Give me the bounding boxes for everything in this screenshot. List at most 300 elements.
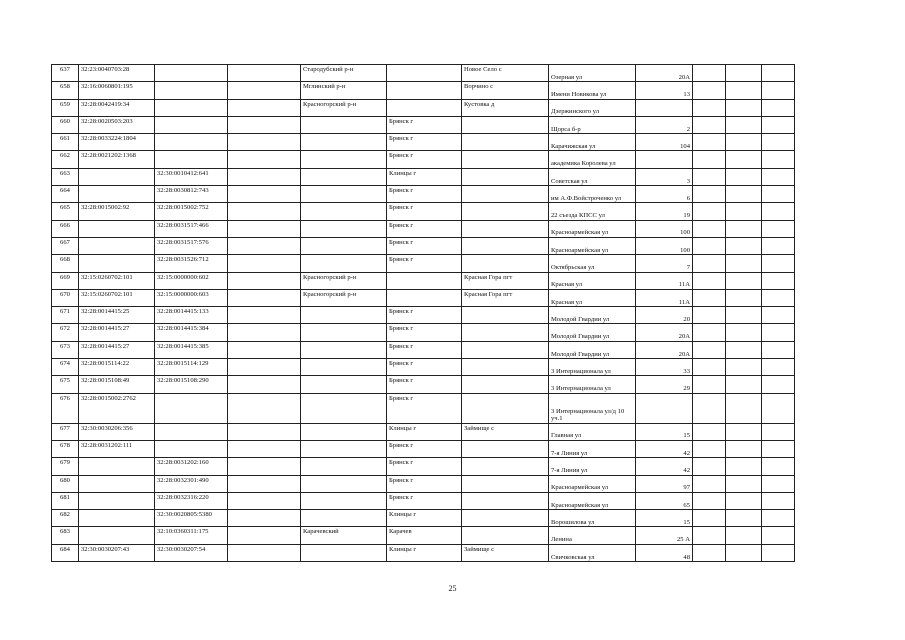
extra-number xyxy=(228,116,301,133)
extra-number xyxy=(228,134,301,151)
street-cell: Ворошилова ул xyxy=(549,510,636,527)
table-row xyxy=(52,458,795,475)
empty-cell xyxy=(693,203,726,220)
settlement-cell: Займище с xyxy=(462,423,549,440)
cadastral-number: 32:15:0260702:101 xyxy=(79,289,155,306)
row-number: 684 xyxy=(52,544,79,561)
empty-cell xyxy=(693,324,726,341)
district-cell xyxy=(301,134,387,151)
cadastral-number: 32:23:0040703:28 xyxy=(79,65,155,82)
table-row xyxy=(52,376,795,393)
extra-number xyxy=(228,359,301,376)
cadastral-number: 32:28:0042419:34 xyxy=(79,99,155,116)
empty-cell xyxy=(762,341,795,358)
settlement-cell xyxy=(462,203,549,220)
house-cell xyxy=(636,393,693,423)
house-cell: 20А xyxy=(636,324,693,341)
city-cell: Брянск г xyxy=(387,186,462,203)
empty-cell xyxy=(762,359,795,376)
empty-cell xyxy=(762,168,795,185)
house-cell: 104 xyxy=(636,134,693,151)
street-cell: Молодой Гвардии ул xyxy=(549,307,636,324)
object-cadastral-number: 32:10:0360311:175 xyxy=(155,527,228,544)
object-cadastral-number xyxy=(155,99,228,116)
empty-cell xyxy=(693,134,726,151)
house-cell: 20 xyxy=(636,307,693,324)
empty-cell xyxy=(762,475,795,492)
empty-cell xyxy=(762,186,795,203)
empty-cell xyxy=(762,393,795,423)
row-number: 682 xyxy=(52,510,79,527)
object-cadastral-number: 32:28:0032316:220 xyxy=(155,492,228,509)
empty-cell xyxy=(693,475,726,492)
city-cell: Брянск г xyxy=(387,440,462,457)
row-number: 671 xyxy=(52,307,79,324)
city-cell: Клинцы г xyxy=(387,423,462,440)
empty-cell xyxy=(693,82,726,99)
object-cadastral-number xyxy=(155,82,228,99)
empty-cell xyxy=(762,99,795,116)
extra-number xyxy=(228,393,301,423)
street-cell: Красная ул xyxy=(549,272,636,289)
cadastral-number: 32:28:0031202:111 xyxy=(79,440,155,457)
empty-cell xyxy=(726,255,762,272)
table-row xyxy=(52,65,795,82)
empty-cell xyxy=(762,134,795,151)
settlement-cell xyxy=(462,151,549,168)
table-row xyxy=(52,203,795,220)
cadastral-number: 32:28:0015114:22 xyxy=(79,359,155,376)
object-cadastral-number: 32:28:0031517:466 xyxy=(155,220,228,237)
district-cell xyxy=(301,186,387,203)
street-cell: Озерная ул xyxy=(549,65,636,82)
settlement-cell: Новое Село с xyxy=(462,65,549,82)
city-cell: Карачев xyxy=(387,527,462,544)
object-cadastral-number: 32:30:0030207:54 xyxy=(155,544,228,561)
empty-cell xyxy=(693,255,726,272)
empty-cell xyxy=(693,289,726,306)
extra-number xyxy=(228,255,301,272)
row-number: 674 xyxy=(52,359,79,376)
city-cell: Брянск г xyxy=(387,134,462,151)
empty-cell xyxy=(762,289,795,306)
extra-number xyxy=(228,272,301,289)
row-number: 666 xyxy=(52,220,79,237)
empty-cell xyxy=(762,220,795,237)
empty-cell xyxy=(693,151,726,168)
house-cell: 20А xyxy=(636,65,693,82)
settlement-cell: Ворчино с xyxy=(462,82,549,99)
house-cell: 97 xyxy=(636,475,693,492)
object-cadastral-number xyxy=(155,116,228,133)
object-cadastral-number: 32:28:0015114:129 xyxy=(155,359,228,376)
empty-cell xyxy=(693,376,726,393)
object-cadastral-number: 32:28:0031517:576 xyxy=(155,237,228,254)
district-cell xyxy=(301,492,387,509)
city-cell: Брянск г xyxy=(387,151,462,168)
table-row xyxy=(52,220,795,237)
city-cell xyxy=(387,82,462,99)
settlement-cell xyxy=(462,307,549,324)
cadastral-number: 32:28:0020503:203 xyxy=(79,116,155,133)
settlement-cell xyxy=(462,376,549,393)
table-row xyxy=(52,272,795,289)
empty-cell xyxy=(762,151,795,168)
settlement-cell xyxy=(462,510,549,527)
object-cadastral-number xyxy=(155,423,228,440)
house-cell: 100 xyxy=(636,220,693,237)
city-cell: Брянск г xyxy=(387,393,462,423)
house-cell xyxy=(636,151,693,168)
house-cell: 13 xyxy=(636,82,693,99)
settlement-cell xyxy=(462,527,549,544)
house-cell: 65 xyxy=(636,492,693,509)
cadastral-number xyxy=(79,492,155,509)
object-cadastral-number: 32:28:0015108:290 xyxy=(155,376,228,393)
cadastral-number: 32:30:0030206:356 xyxy=(79,423,155,440)
row-number: 637 xyxy=(52,65,79,82)
table-row xyxy=(52,116,795,133)
row-number: 677 xyxy=(52,423,79,440)
empty-cell xyxy=(693,393,726,423)
house-cell: 7 xyxy=(636,255,693,272)
empty-cell xyxy=(693,186,726,203)
cadastral-number: 32:28:0015002:2762 xyxy=(79,393,155,423)
city-cell xyxy=(387,65,462,82)
district-cell xyxy=(301,510,387,527)
district-cell xyxy=(301,116,387,133)
house-cell: 48 xyxy=(636,544,693,561)
table-row xyxy=(52,510,795,527)
cadastral-number: 32:28:0014415:27 xyxy=(79,341,155,358)
table-row xyxy=(52,151,795,168)
empty-cell xyxy=(762,203,795,220)
table-row xyxy=(52,307,795,324)
cadastral-number: 32:28:0033224:1804 xyxy=(79,134,155,151)
object-cadastral-number: 32:28:0014415:385 xyxy=(155,341,228,358)
street-cell: академика Королева ул xyxy=(549,151,636,168)
district-cell xyxy=(301,359,387,376)
district-cell: Красногорский р-н xyxy=(301,272,387,289)
object-cadastral-number: 32:15:0000000:603 xyxy=(155,289,228,306)
object-cadastral-number xyxy=(155,393,228,423)
district-cell xyxy=(301,376,387,393)
table-row xyxy=(52,99,795,116)
street-cell: 22 съезда КПСС ул xyxy=(549,203,636,220)
empty-cell xyxy=(693,272,726,289)
street-cell: Свичковская ул xyxy=(549,544,636,561)
empty-cell xyxy=(693,237,726,254)
settlement-cell xyxy=(462,440,549,457)
settlement-cell: Красная Гора пгт xyxy=(462,289,549,306)
district-cell xyxy=(301,203,387,220)
cadastral-number xyxy=(79,168,155,185)
city-cell: Клинцы г xyxy=(387,544,462,561)
street-cell: 3 Интернационала ул xyxy=(549,359,636,376)
empty-cell xyxy=(726,458,762,475)
table-row xyxy=(52,359,795,376)
extra-number xyxy=(228,492,301,509)
object-cadastral-number: 32:15:0000000:602 xyxy=(155,272,228,289)
extra-number xyxy=(228,99,301,116)
city-cell xyxy=(387,289,462,306)
empty-cell xyxy=(693,544,726,561)
cadastral-number xyxy=(79,527,155,544)
row-number: 663 xyxy=(52,168,79,185)
empty-cell xyxy=(693,423,726,440)
street-cell: им А.Ф.Войстроченко ул xyxy=(549,186,636,203)
row-number: 659 xyxy=(52,99,79,116)
house-cell: 100 xyxy=(636,237,693,254)
table-row xyxy=(52,423,795,440)
object-cadastral-number xyxy=(155,151,228,168)
object-cadastral-number: 32:28:0015002:752 xyxy=(155,203,228,220)
street-cell: Красноармейская ул xyxy=(549,492,636,509)
empty-cell xyxy=(693,341,726,358)
empty-cell xyxy=(693,440,726,457)
street-cell: Главная ул xyxy=(549,423,636,440)
settlement-cell xyxy=(462,458,549,475)
object-cadastral-number: 32:28:0032301:490 xyxy=(155,475,228,492)
empty-cell xyxy=(762,544,795,561)
district-cell xyxy=(301,307,387,324)
table-row xyxy=(52,186,795,203)
empty-cell xyxy=(693,65,726,82)
empty-cell xyxy=(726,220,762,237)
empty-cell xyxy=(762,324,795,341)
settlement-cell xyxy=(462,255,549,272)
cadastral-number: 32:28:0015108:49 xyxy=(79,376,155,393)
empty-cell xyxy=(726,440,762,457)
district-cell: Карачевский xyxy=(301,527,387,544)
street-cell: Красная ул xyxy=(549,289,636,306)
row-number: 660 xyxy=(52,116,79,133)
extra-number xyxy=(228,341,301,358)
street-cell: Дзержинского ул xyxy=(549,99,636,116)
settlement-cell: Займище с xyxy=(462,544,549,561)
city-cell: Брянск г xyxy=(387,376,462,393)
empty-cell xyxy=(726,272,762,289)
empty-cell xyxy=(726,393,762,423)
table-row xyxy=(52,527,795,544)
cadastral-number xyxy=(79,510,155,527)
table-body xyxy=(52,65,795,562)
district-cell xyxy=(301,151,387,168)
row-number: 681 xyxy=(52,492,79,509)
row-number: 680 xyxy=(52,475,79,492)
object-cadastral-number xyxy=(155,65,228,82)
row-number: 673 xyxy=(52,341,79,358)
extra-number xyxy=(228,65,301,82)
street-cell: 7-я Линия ул xyxy=(549,458,636,475)
house-cell: 29 xyxy=(636,376,693,393)
extra-number xyxy=(228,289,301,306)
city-cell: Брянск г xyxy=(387,492,462,509)
empty-cell xyxy=(693,168,726,185)
district-cell xyxy=(301,324,387,341)
city-cell: Брянск г xyxy=(387,203,462,220)
street-cell: Красноармейская ул xyxy=(549,475,636,492)
empty-cell xyxy=(693,527,726,544)
table-row xyxy=(52,237,795,254)
extra-number xyxy=(228,82,301,99)
empty-cell xyxy=(726,289,762,306)
street-cell: Молодой Гвардии ул xyxy=(549,341,636,358)
empty-cell xyxy=(762,458,795,475)
cadastral-number xyxy=(79,475,155,492)
object-cadastral-number xyxy=(155,134,228,151)
empty-cell xyxy=(693,492,726,509)
empty-cell xyxy=(726,134,762,151)
district-cell xyxy=(301,423,387,440)
empty-cell xyxy=(762,527,795,544)
empty-cell xyxy=(726,341,762,358)
empty-cell xyxy=(726,510,762,527)
extra-number xyxy=(228,237,301,254)
empty-cell xyxy=(762,272,795,289)
street-cell: Красноармейская ул xyxy=(549,237,636,254)
house-cell: 20А xyxy=(636,341,693,358)
city-cell: Брянск г xyxy=(387,359,462,376)
settlement-cell xyxy=(462,393,549,423)
row-number: 664 xyxy=(52,186,79,203)
district-cell xyxy=(301,393,387,423)
empty-cell xyxy=(726,475,762,492)
empty-cell xyxy=(726,544,762,561)
empty-cell xyxy=(693,307,726,324)
empty-cell xyxy=(693,458,726,475)
extra-number xyxy=(228,423,301,440)
house-cell xyxy=(636,99,693,116)
house-cell: 15 xyxy=(636,510,693,527)
row-number: 668 xyxy=(52,255,79,272)
settlement-cell xyxy=(462,341,549,358)
empty-cell xyxy=(726,99,762,116)
city-cell: Брянск г xyxy=(387,237,462,254)
cadastral-number: 32:28:0021202:1368 xyxy=(79,151,155,168)
settlement-cell xyxy=(462,134,549,151)
settlement-cell xyxy=(462,237,549,254)
street-cell: Советская ул xyxy=(549,168,636,185)
extra-number xyxy=(228,186,301,203)
extra-number xyxy=(228,510,301,527)
empty-cell xyxy=(726,492,762,509)
page-number: 25 xyxy=(448,584,457,593)
row-number: 676 xyxy=(52,393,79,423)
extra-number xyxy=(228,376,301,393)
house-cell: 42 xyxy=(636,440,693,457)
house-cell: 15 xyxy=(636,423,693,440)
empty-cell xyxy=(726,65,762,82)
extra-number xyxy=(228,544,301,561)
row-number: 665 xyxy=(52,203,79,220)
property-table xyxy=(51,64,795,562)
table-row xyxy=(52,168,795,185)
cadastral-number xyxy=(79,458,155,475)
cadastral-number: 32:15:0260702:101 xyxy=(79,272,155,289)
settlement-cell xyxy=(462,324,549,341)
cadastral-number xyxy=(79,220,155,237)
street-cell: 3 Интернационала ул/д 10 уч.1 xyxy=(549,393,636,423)
empty-cell xyxy=(726,324,762,341)
extra-number xyxy=(228,458,301,475)
house-cell: 42 xyxy=(636,458,693,475)
table-row xyxy=(52,82,795,99)
empty-cell xyxy=(762,423,795,440)
district-cell: Стародубский р-н xyxy=(301,65,387,82)
settlement-cell xyxy=(462,220,549,237)
empty-cell xyxy=(726,307,762,324)
extra-number xyxy=(228,168,301,185)
table-row xyxy=(52,475,795,492)
city-cell: Брянск г xyxy=(387,341,462,358)
object-cadastral-number: 32:28:0031202:160 xyxy=(155,458,228,475)
street-cell: Имени Новикова ул xyxy=(549,82,636,99)
object-cadastral-number xyxy=(155,440,228,457)
house-cell: 11А xyxy=(636,289,693,306)
house-cell: 11А xyxy=(636,272,693,289)
city-cell: Брянск г xyxy=(387,307,462,324)
street-cell: Красноармейская ул xyxy=(549,220,636,237)
house-cell: 6 xyxy=(636,186,693,203)
street-cell: Октябрьская ул xyxy=(549,255,636,272)
district-cell xyxy=(301,220,387,237)
cadastral-number: 32:16:0060801:195 xyxy=(79,82,155,99)
extra-number xyxy=(228,220,301,237)
extra-number xyxy=(228,151,301,168)
district-cell xyxy=(301,168,387,185)
house-cell: 33 xyxy=(636,359,693,376)
extra-number xyxy=(228,527,301,544)
empty-cell xyxy=(726,116,762,133)
district-cell xyxy=(301,544,387,561)
row-number: 683 xyxy=(52,527,79,544)
street-cell: 7-я Линия ул xyxy=(549,440,636,457)
empty-cell xyxy=(762,65,795,82)
row-number: 678 xyxy=(52,440,79,457)
district-cell xyxy=(301,475,387,492)
empty-cell xyxy=(762,82,795,99)
empty-cell xyxy=(762,116,795,133)
table-row xyxy=(52,289,795,306)
city-cell: Брянск г xyxy=(387,458,462,475)
row-number: 672 xyxy=(52,324,79,341)
settlement-cell xyxy=(462,168,549,185)
cadastral-number xyxy=(79,237,155,254)
district-cell xyxy=(301,237,387,254)
empty-cell xyxy=(693,220,726,237)
city-cell: Брянск г xyxy=(387,220,462,237)
district-cell: Красногорский р-н xyxy=(301,99,387,116)
extra-number xyxy=(228,203,301,220)
extra-number xyxy=(228,324,301,341)
empty-cell xyxy=(693,510,726,527)
street-cell: Щорса б-р xyxy=(549,116,636,133)
empty-cell xyxy=(726,527,762,544)
cadastral-number xyxy=(79,186,155,203)
house-cell: 25 А xyxy=(636,527,693,544)
street-cell: Карачижская ул xyxy=(549,134,636,151)
row-number: 679 xyxy=(52,458,79,475)
empty-cell xyxy=(762,255,795,272)
city-cell xyxy=(387,99,462,116)
cadastral-number: 32:28:0015002:92 xyxy=(79,203,155,220)
district-cell: Мглинский р-н xyxy=(301,82,387,99)
object-cadastral-number: 32:28:0014415:384 xyxy=(155,324,228,341)
table-row xyxy=(52,492,795,509)
empty-cell xyxy=(762,510,795,527)
empty-cell xyxy=(693,359,726,376)
